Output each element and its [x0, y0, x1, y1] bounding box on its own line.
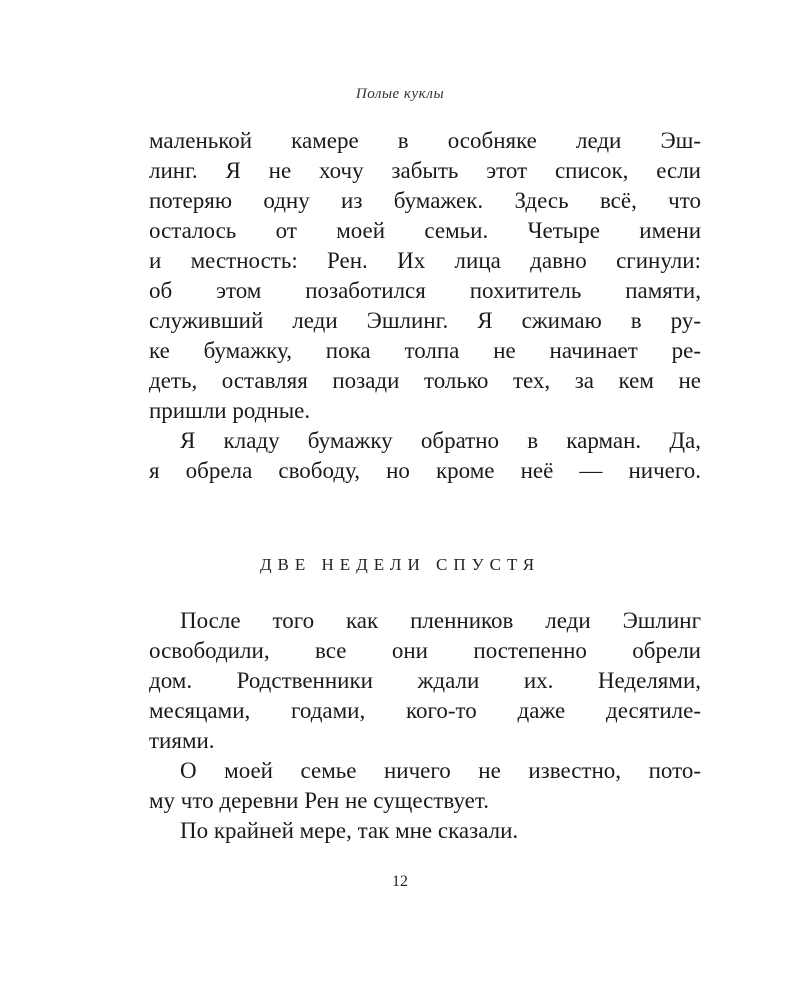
text-line: тиями. — [149, 728, 215, 753]
paragraph-4 — [149, 756, 701, 816]
text-line: дом. Родственники ждали их. Неделями, — [149, 668, 701, 693]
text-line: По крайней мере, так мне сказали. — [180, 818, 519, 843]
text-line: потеряю одну из бумажек. Здесь всё, что — [149, 188, 701, 213]
text-line: линг. Я не хочу забыть этот список, если — [149, 158, 701, 183]
text-line: об этом позаботился похититель памяти, — [149, 278, 701, 303]
text-line: деть, оставляя позади только тех, за кем не — [149, 368, 701, 393]
text-line: осталось от моей семьи. Четыре имени — [149, 218, 701, 243]
text-line: и местность: Рен. Их лица давно сгинули: — [149, 248, 701, 273]
section-heading: ДВЕ НЕДЕЛИ СПУСТЯ — [259, 555, 541, 574]
text-line: пришли родные. — [149, 398, 311, 423]
text-line: После того как пленников леди Эшлинг — [180, 608, 701, 633]
page-number: 12 — [392, 873, 408, 890]
text-line: маленькой камере в особняке леди Эш- — [149, 128, 701, 153]
text-line: служивший леди Эшлинг. Я сжимаю в ру- — [149, 308, 701, 333]
text-line: Я кладу бумажку обратно в карман. Да, — [180, 428, 701, 453]
text-line: ке бумажку, пока толпа не начинает ре- — [149, 338, 701, 363]
paragraph-5 — [149, 816, 701, 846]
paragraph-3 — [149, 606, 701, 756]
paragraph-2 — [149, 426, 701, 486]
text-line: я обрела свободу, но кроме неё — ничего. — [149, 458, 701, 483]
text-line: му что деревни Рен не существует. — [149, 788, 489, 813]
text-line: освободили, все они постепенно обрели — [149, 638, 701, 663]
running-head: Полые куклы — [355, 86, 445, 102]
paragraph-1 — [149, 126, 701, 426]
text-line: месяцами, годами, кого-то даже десятиле- — [149, 698, 701, 723]
text-line: О моей семье ничего не известно, пото- — [180, 758, 701, 783]
